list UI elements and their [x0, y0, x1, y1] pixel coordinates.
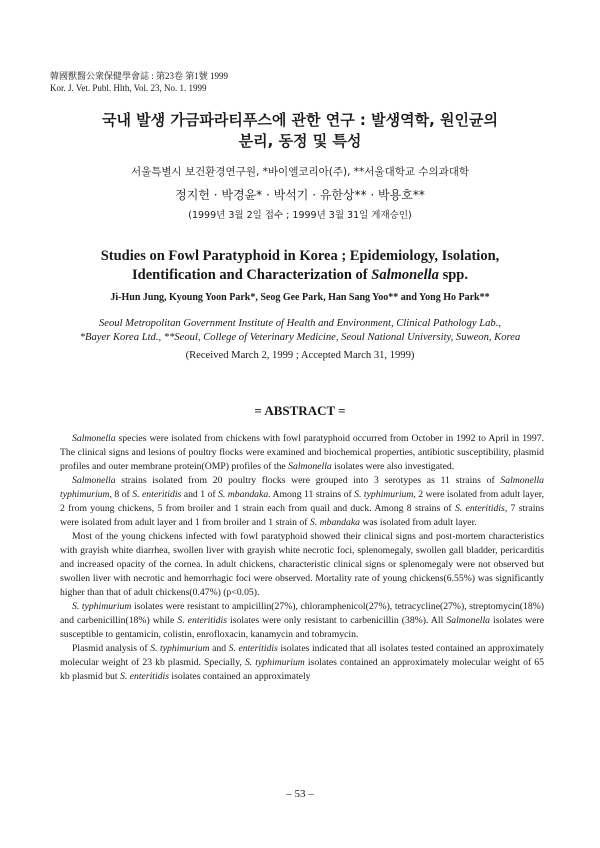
title-text-end: spp. [438, 267, 468, 283]
text: isolates were resistant to ampicillin(27%), chloramphenicol(27%), tetracycline(27%), streptomycin(18%) and carbenicillin(18%) while [60, 601, 545, 626]
species-name: Salmonella [72, 433, 116, 444]
species-name: S. enteritidis [454, 503, 505, 514]
species-name: Salmonella [72, 475, 116, 486]
abstract-body [60, 432, 544, 684]
english-affil-line2: *Bayer Korea Ltd., **Seoul, College of Veterinary Medicine, Seoul National University, Suweon, Korea [79, 332, 521, 343]
species-name: Salmonella typhimurium [60, 475, 544, 500]
english-title-line2 [30, 266, 570, 285]
species-name: S. mbandaka [309, 517, 360, 528]
text: was isolated from adult layer. [359, 517, 477, 528]
species-name: S. enteritidis [132, 489, 182, 500]
korean-title [40, 110, 560, 152]
journal-line-english: Kor. J. Vet. Publ. Hlth, Vol. 23, No. 1. 1999 [50, 83, 207, 93]
abstract-paragraph-3: Most of the young chickens infected with fowl paratyphoid showed their clinical signs and post-mortem characteristics with grayish white diarrhea, swollen liver with grayish white necrotic foci, splenomegaly, swollen gall bladder, pericarditis and increased opacity of the cornea. In adult chickens, characteristic clinical signs or splenomegaly were not observed but swollen liver with necrotic and hemorrhagic foci were observed. Mortality rate of young chickens(6.55%) was significantly higher than that of adult chickens(0.47%) (p<0.05). [60, 531, 544, 598]
text: . Among 11 strains of [268, 489, 355, 500]
species-name: Salmonella [288, 461, 332, 472]
species-name: S. mbandaka [218, 489, 269, 500]
korean-received: (1999년 3월 2일 접수 ; 1999년 3월 31일 게재승인) [188, 210, 412, 221]
english-title [30, 247, 570, 285]
english-authors: Ji-Hun Jung, Kyoung Yoon Park*, Seog Gee Park, Han Sang Yoo** and Yong Ho Park** [110, 292, 490, 303]
species-name: S. enteritidis [177, 615, 227, 626]
species-name: S. typhimurium [244, 657, 305, 668]
korean-title-line1: 국내 발생 가금파라티푸스에 관한 연구 : 발생역학, 원인균의 [101, 111, 498, 129]
species-name: S. enteritidis [120, 671, 169, 682]
english-affiliations [30, 317, 570, 345]
text: isolates were susceptible to gentamicin, colistin, enrofloxacin, kanamycin and tobramycin. [60, 615, 544, 640]
english-affil-line1: Seoul Metropolitan Government Institute of Health and Environment, Clinical Pathology Lab., [98, 318, 502, 329]
text: , 2 were isolated from adult layer, 2 from young chickens, 5 from broiler and 1 strain each from quail and duck. Among 8 strains of [60, 489, 545, 514]
abstract-paragraph-1 [60, 432, 544, 474]
abstract-heading: = ABSTRACT = [254, 403, 346, 418]
journal-line-korean: 韓國獸醫公衆保健學會誌 : 第23卷 第1號 1999 [50, 71, 229, 81]
text: , 7 strains were isolated from adult layer and 1 from broiler and 1 strain of [60, 503, 544, 528]
abstract-paragraph-4 [60, 600, 544, 642]
text: species were isolated from chickens with fowl paratyphoid occurred from October in 1992 to April in 1997. The clinical signs and lesions of poultry flocks were examined and biochemical properties, antibiotic susceptibility, plasmid profiles and outer membrane protein(OMP) profiles of the [60, 433, 544, 472]
text: and [209, 643, 229, 654]
text: isolates contained an approximately [169, 671, 311, 682]
species-name: S. typhimurium [72, 601, 132, 612]
species-name: S. typhimurium [150, 643, 210, 654]
korean-authors: 정지헌 · 박경윤* · 박석기 · 유한상** · 박용호** [175, 188, 425, 202]
korean-title-line2: 분리, 동정 및 특성 [238, 132, 362, 150]
english-title-line1: Studies on Fowl Paratyphoid in Korea ; Epidemiology, Isolation, [100, 248, 500, 264]
abstract-paragraph-5 [60, 642, 544, 684]
page-number: – 53 – [286, 788, 314, 800]
english-received: (Received March 2, 1999 ; Accepted March 31, 1999) [185, 350, 415, 361]
title-text: Identification and Characterization of [132, 267, 372, 283]
text: Plasmid analysis of [72, 643, 151, 654]
species-name: S. enteritidis [228, 643, 278, 654]
species-name: Salmonella [446, 615, 490, 626]
text: and 1 of [181, 489, 219, 500]
text: isolates contained an approximately molecular weight of 65 kb plasmid but [60, 657, 544, 682]
text: isolates were only resistant to carbenicillin (38%). All [226, 615, 447, 626]
species-name: S. typhimurium [354, 489, 414, 500]
text: isolates indicated that all isolates tested contained an approximately molecular weight of 23 kb plasmid. Specially, [60, 643, 544, 668]
text: , 8 of [109, 489, 133, 500]
text: strains isolated from 20 poultry flocks were grouped into 3 serotypes as 11 strains of [115, 475, 501, 486]
korean-affiliations: 서울특별시 보건환경연구원, *바이엘코리아(주), **서울대학교 수의과대학 [130, 166, 470, 178]
title-genus: Salmonella [371, 267, 439, 283]
abstract-paragraph-2 [60, 474, 544, 530]
text: isolates were also investigated. [331, 461, 455, 472]
journal-header [50, 70, 228, 94]
